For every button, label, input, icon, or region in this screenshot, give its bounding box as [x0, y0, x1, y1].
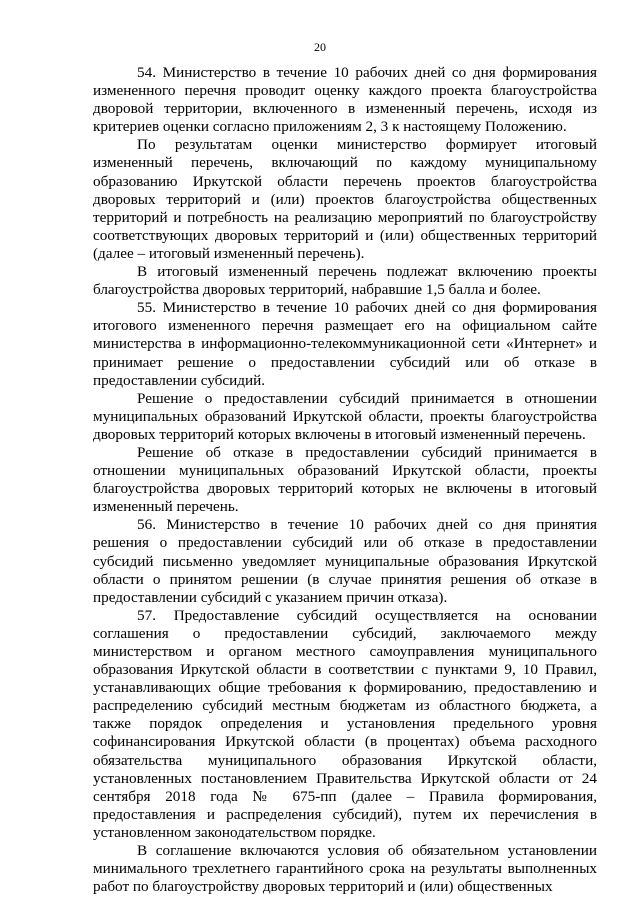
paragraph-itogovyi-perechen: По результатам оценки министерство формирует итоговый измененный перечень, включающий по каждому муниципальному образованию Иркутской области перечень проектов благоустройства дворовых территорий и (или) проектов благоустройства общественных территорий и потребность на реализацию мероприятий по благоустройству соответствующих дворовых территорий и (или) общественных территорий (далее – итоговый измененный перечень).: [93, 136, 597, 262]
paragraph-reshenie-ob-otkaze: Решение об отказе в предоставлении субсидий принимается в отношении муниципальных образований Иркутской области, проекты благоустройства дворовых территорий которых не включены в итоговый измененный перечень.: [93, 443, 597, 516]
paragraph-54: 54. Министерство в течение 10 рабочих дней со дня формирования измененного перечня проводит оценку каждого проекта благоустройства дворовой территории, включенного в измененный перечень, исходя из критериев оценки согласно приложениям 2, 3 к настоящему Положению.: [93, 64, 597, 136]
page-number: 20: [314, 40, 326, 54]
paragraph-reshenie-o-predostavlenii: Решение о предоставлении субсидий принимается в отношении муниципальных образований Иркутской области, проекты благоустройства дворовых территорий которых включены в итоговый измененный перечень.: [93, 389, 597, 443]
paragraph-55: 55. Министерство в течение 10 рабочих дней со дня формирования итогового измененного перечня размещает его на официальном сайте министерства в информационно-телекоммуникационной сети «Интернет» и принимает решение о предоставлении субсидий или об отказе в предоставлении субсидий.: [93, 299, 597, 389]
document-body: [93, 64, 597, 896]
paragraph-56: 56. Министерство в течение 10 рабочих дней со дня принятия решения о предоставлении субсидий или об отказе в предоставлении субсидий письменно уведомляет муниципальные образования Иркутской области о принятом решении (в случае принятия решения об отказе в предоставлении субсидий с указанием причин отказа).: [93, 516, 597, 606]
paragraph-vklyuchenie-proektov: В итоговый измененный перечень подлежат включению проекты благоустройства дворовых территорий, набравшие 1,5 балла и более.: [93, 263, 597, 299]
paragraph-soglashenie-usloviya: В соглашение включаются условия об обязательном установлении минимального трехлетнего гарантийного срока на результаты выполненных работ по благоустройству дворовых территорий и (или) общественных: [93, 842, 597, 896]
paragraph-57: 57. Предоставление субсидий осуществляется на основании соглашения о предоставлении субсидий, заключаемого между министерством и органом местного самоуправления муниципального образования Иркутской области в соответствии с пунктами 9, 10 Правил, устанавливающих общие требования к формированию, предоставлению и распределению субсидий местным бюджетам из областного бюджета, а также порядок определения и установления предельного уровня софинансирования Иркутской области (в процентах) объема расходного обязательства муниципального образования Иркутской области, установленных постановлением Правительства Иркутской области от 24 сентября 2018 года № 675-пп (далее – Правила формирования, предоставления и распределения субсидий), путем их перечисления в установленном законодательством порядке.: [93, 606, 597, 841]
